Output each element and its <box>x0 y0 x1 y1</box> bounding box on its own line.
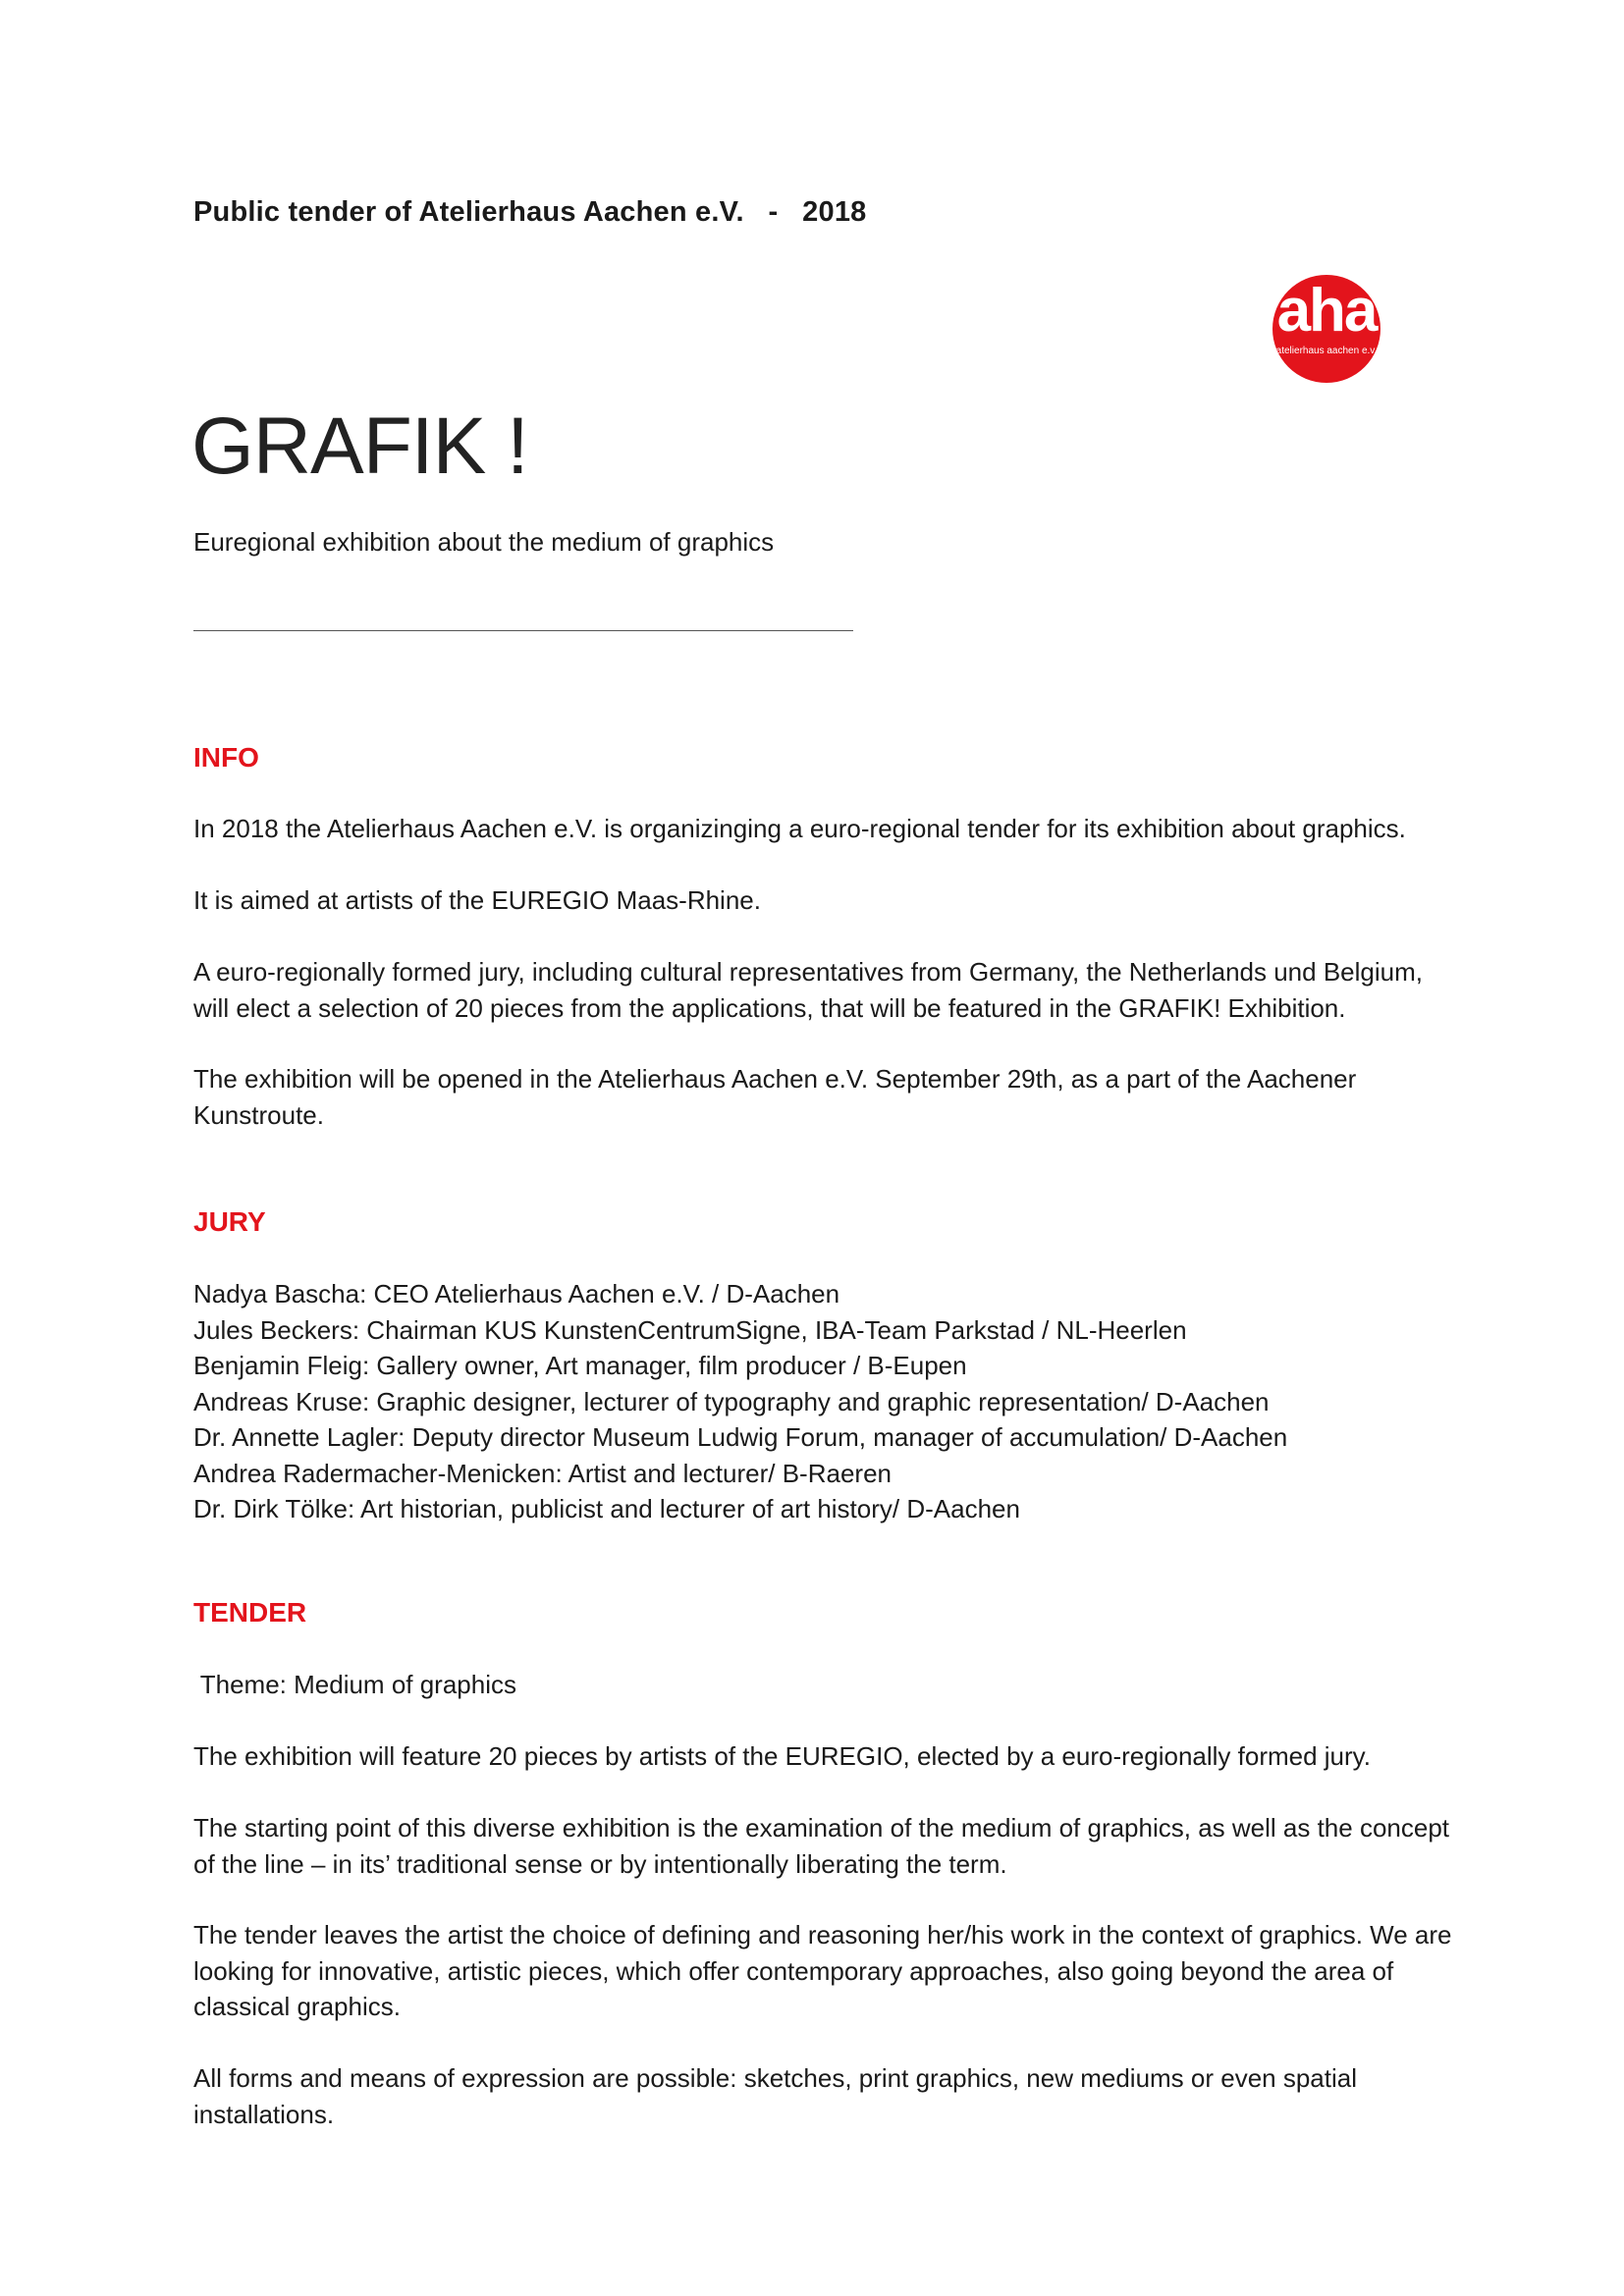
logo-word: aha <box>1276 277 1377 345</box>
aha-logo <box>1272 275 1380 383</box>
jury-member: Andrea Radermacher-Menicken: Artist and lecturer/ B-Raeren <box>193 1458 892 1488</box>
jury-member: Benjamin Fleig: Gallery owner, Art manager, film producer / B-Eupen <box>193 1351 967 1380</box>
info-paragraph: A euro-regionally formed jury, including cultural representatives from Germany, the Netherlands und Belgium, will elect a selection of 20 pieces from the applications, that will be featured in the GRAFIK! Exhibition. <box>193 957 1423 1023</box>
tender-paragraph: All forms and means of expression are possible: sketches, print graphics, new mediums or even spatial installations. <box>193 2063 1358 2129</box>
info-paragraph: In 2018 the Atelierhaus Aachen e.V. is organizinging a euro-regional tender for its exhibition about graphics. <box>193 814 1406 843</box>
info-heading: INFO <box>193 742 259 773</box>
page-subtitle: Euregional exhibition about the medium of graphics <box>193 527 775 557</box>
jury-member: Nadya Bascha: CEO Atelierhaus Aachen e.V. / D-Aachen <box>193 1279 840 1308</box>
header-title: Public tender of Atelierhaus Aachen e.V. - 2018 <box>193 196 867 228</box>
tender-paragraph: The tender leaves the artist the choice of defining and reasoning her/his work in the context of graphics. We are looking for innovative, artistic pieces, which offer contemporary approaches, also going beyond the area of classical graphics. <box>193 1920 1452 2021</box>
jury-heading: JURY <box>193 1206 266 1237</box>
jury-member: Jules Beckers: Chairman KUS KunstenCentrumSigne, IBA-Team Parkstad / NL-Heerlen <box>193 1314 1187 1345</box>
jury-member: Dr. Dirk Tölke: Art historian, publicist and lecturer of art history/ D-Aachen <box>193 1494 1020 1523</box>
divider-line <box>193 630 853 631</box>
tender-paragraph: The starting point of this diverse exhibition is the examination of the medium of graphics, as well as the concept of the line – in its’ traditional sense or by intentionally liberating the term. <box>193 1813 1450 1879</box>
jury-list <box>193 1276 1460 1527</box>
page-title: GRAFIK ! <box>191 401 528 491</box>
tender-theme: Theme: Medium of graphics <box>193 1670 516 1699</box>
tender-heading: TENDER <box>193 1597 307 1628</box>
tender-paragraph: The exhibition will feature 20 pieces by artists of the EUREGIO, elected by a euro-regionally formed jury. <box>193 1741 1371 1771</box>
jury-member: Andreas Kruse: Graphic designer, lecturer of typography and graphic representation/ D-Aachen <box>193 1386 1270 1416</box>
jury-member: Dr. Annette Lagler: Deputy director Museum Ludwig Forum, manager of accumulation/ D-Aachen <box>193 1422 1288 1452</box>
info-paragraph: The exhibition will be opened in the Atelierhaus Aachen e.V. September 29th, as a part of the Aachener Kunstroute. <box>193 1064 1357 1130</box>
logo-subtext: atelierhaus aachen e.v. <box>1275 346 1378 356</box>
info-paragraph: It is aimed at artists of the EUREGIO Maas-Rhine. <box>193 885 761 915</box>
